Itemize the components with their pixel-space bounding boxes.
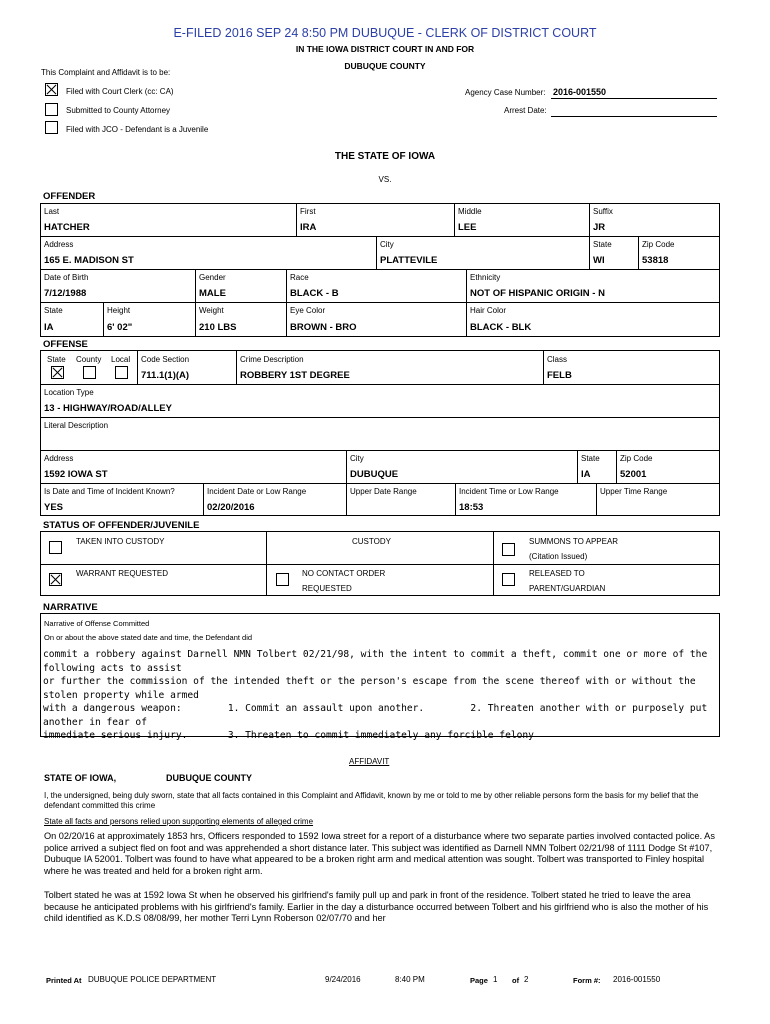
- versus: VS.: [378, 175, 392, 184]
- suffix: JR: [593, 222, 606, 233]
- warrant-requested-label: WARRANT REQUESTED: [76, 569, 169, 578]
- page-number: 1: [493, 975, 498, 984]
- no-contact-requested-label: REQUESTED: [302, 584, 352, 593]
- location-type: 13 - HIGHWAY/ROAD/ALLEY: [44, 403, 172, 414]
- affidavit-oath: I, the undersigned, being duly sworn, state that all facts contained in this Complaint and Affidavit, known by me or told to me by other reliable persons form the basis for my belief that the defendant committed this crime: [44, 791, 699, 810]
- taken-into-custody-checkbox[interactable]: [49, 541, 62, 554]
- address-label: Address: [44, 240, 74, 249]
- agency-case-value: 2016-001550: [553, 87, 607, 97]
- offender-city: PLATTEVILE: [380, 255, 438, 266]
- page-total: 2: [524, 975, 529, 984]
- parent-guardian-label: PARENT/GUARDIAN: [529, 584, 606, 593]
- dl-state-label: State: [44, 306, 63, 315]
- no-contact-order-checkbox[interactable]: [276, 573, 289, 586]
- last-name: HATCHER: [44, 222, 90, 233]
- narrative-section-label: NARRATIVE: [43, 602, 98, 613]
- middle-label: Middle: [458, 207, 482, 216]
- offense-county-label: County: [76, 355, 102, 364]
- incident-city-label: City: [350, 454, 364, 463]
- offender-state: WI: [593, 255, 605, 266]
- affidavit-paragraph-1: On 02/20/16 at approximately 1853 hrs, Officers responded to 1592 Iowa street for a report of a disturbance where two separate parties involved contacted police. As police arrived a subject fled on foot and was apprehended a short distance later. This subject was identified as Darnell NMN Tolbert 02/21/98 of 1111 Dodge St #107, Dubuque IA 52001. Tolbert was found to have what appeared to be a broken right arm and medical attention was sought. Tolbert was transported to Finley hospital where he was treated and held for a broken right arm.: [44, 831, 715, 876]
- page-label: Page: [470, 976, 488, 985]
- filed-with-jco-label: Filed with JCO - Defendant is a Juvenile: [66, 125, 209, 134]
- efiled-stamp: E-FILED 2016 SEP 24 8:50 PM DUBUQUE - CLERK OF DISTRICT COURT: [173, 26, 597, 40]
- date-known-label: Is Date and Time of Incident Known?: [44, 487, 175, 496]
- state-of-iowa: THE STATE OF IOWA: [334, 151, 436, 162]
- weight: 210 LBS: [199, 322, 237, 333]
- state-label: State: [593, 240, 612, 249]
- form-number: 2016-001550: [613, 975, 661, 984]
- ethnicity: NOT OF HISPANIC ORIGIN - N: [470, 288, 605, 299]
- incident-date-label: Incident Date or Low Range: [207, 487, 307, 496]
- court-line-2: DUBUQUE COUNTY: [344, 61, 426, 71]
- first-name: IRA: [300, 222, 317, 233]
- released-label: RELEASED TO: [529, 569, 585, 578]
- printed-at-label: Printed At: [46, 976, 82, 985]
- code-section-label: Code Section: [141, 355, 190, 364]
- no-contact-order-label: NO CONTACT ORDER: [302, 569, 386, 578]
- offense-state-label: State: [47, 355, 66, 364]
- summons-label: SUMMONS TO APPEAR: [529, 537, 619, 546]
- race: BLACK - B: [290, 288, 339, 299]
- incident-zip-label: Zip Code: [620, 454, 653, 463]
- first-label: First: [300, 207, 316, 216]
- race-label: Race: [290, 273, 309, 282]
- date-known: YES: [44, 502, 64, 513]
- incident-time-label: Incident Time or Low Range: [459, 487, 559, 496]
- citation-issued-label: (Citation Issued): [529, 552, 588, 561]
- facts-label: State all facts and persons relied upon supporting elements of alleged crime: [44, 817, 314, 826]
- ethnicity-label: Ethnicity: [470, 273, 501, 282]
- affidavit-state: STATE OF IOWA,: [44, 773, 117, 783]
- dob-label: Date of Birth: [44, 273, 89, 282]
- filing-intro: This Complaint and Affidavit is to be:: [41, 68, 171, 77]
- print-date: 9/24/2016: [325, 975, 361, 984]
- upper-time-label: Upper Time Range: [600, 487, 668, 496]
- incident-state: IA: [581, 469, 591, 480]
- arrest-date-field[interactable]: [551, 116, 717, 117]
- weight-label: Weight: [199, 306, 224, 315]
- narrative-text: commit a robbery against Darnell NMN Tolbert 02/21/98, with the intent to commit a theft, commit one or more of the following acts to assist or further the commission of the intended theft or the person's escape from the scene thereof with or without the stolen property while armed with a dangerous weapon: 1. Commit an assault upon another. 2. Threaten another with or purposely put another in fear of immediate serious injury. 3. Threaten to commit immediately any forcible felony: [43, 649, 708, 741]
- offender-zip: 53818: [642, 255, 669, 266]
- dl-state: IA: [44, 322, 54, 333]
- incident-city: DUBUQUE: [350, 469, 399, 480]
- agency-case-label: Agency Case Number:: [465, 88, 546, 97]
- court-line-1: IN THE IOWA DISTRICT COURT IN AND FOR: [295, 44, 475, 54]
- print-time: 8:40 PM: [395, 975, 425, 984]
- zip-label: Zip Code: [642, 240, 675, 249]
- summons-checkbox[interactable]: [502, 543, 515, 556]
- dob: 7/12/1988: [44, 288, 87, 299]
- incident-state-label: State: [581, 454, 600, 463]
- code-section: 711.1(1)(A): [141, 370, 190, 381]
- printed-at: DUBUQUE POLICE DEPARTMENT: [88, 975, 217, 984]
- offense-section-label: OFFENSE: [43, 339, 88, 350]
- filed-with-clerk-label: Filed with Court Clerk (cc: CA): [66, 87, 174, 96]
- affidavit-county: DUBUQUE COUNTY: [166, 773, 253, 783]
- filed-with-clerk-checkbox[interactable]: [45, 83, 58, 96]
- gender: MALE: [199, 288, 226, 299]
- taken-into-custody-label: TAKEN INTO CUSTODY: [76, 537, 165, 546]
- height-label: Height: [107, 306, 131, 315]
- eye-color: BROWN - BRO: [290, 322, 357, 333]
- arrest-date-label: Arrest Date:: [504, 106, 547, 115]
- height: 6' 02": [107, 322, 133, 333]
- eye-color-label: Eye Color: [290, 306, 326, 315]
- literal-description-label: Literal Description: [44, 421, 109, 430]
- custody-label: CUSTODY: [352, 537, 391, 546]
- affidavit-title: AFFIDAVIT: [349, 757, 390, 766]
- offense-county-checkbox[interactable]: [83, 366, 96, 379]
- incident-address: 1592 IOWA ST: [44, 469, 108, 480]
- narrative-intro: On or about the above stated date and time, the Defendant did: [44, 633, 253, 642]
- offender-section-label: OFFENDER: [43, 191, 96, 202]
- submitted-county-attorney-checkbox[interactable]: [45, 103, 58, 116]
- crime-description: ROBBERY 1ST DEGREE: [240, 370, 350, 381]
- offense-class: FELB: [547, 370, 572, 381]
- last-label: Last: [44, 207, 60, 216]
- suffix-label: Suffix: [593, 207, 613, 216]
- location-type-label: Location Type: [44, 388, 94, 397]
- offense-local-checkbox[interactable]: [115, 366, 128, 379]
- filed-with-jco-checkbox[interactable]: [45, 121, 58, 134]
- upper-date-label: Upper Date Range: [350, 487, 417, 496]
- incident-date: 02/20/2016: [207, 502, 255, 513]
- incident-time: 18:53: [459, 502, 484, 513]
- class-label: Class: [547, 355, 568, 364]
- offense-local-label: Local: [111, 355, 131, 364]
- released-checkbox[interactable]: [502, 573, 515, 586]
- offense-state-checkbox[interactable]: [51, 366, 64, 379]
- incident-zip: 52001: [620, 469, 647, 480]
- form-number-label: Form #:: [573, 976, 601, 985]
- middle-name: LEE: [458, 222, 477, 233]
- submitted-county-attorney-label: Submitted to County Attorney: [66, 106, 171, 115]
- affidavit-paragraph-2: Tolbert stated he was at 1592 Iowa St when he observed his girlfriend's family pull up and park in front of the residence. Tolbert stated he tried to leave the area because he anticipated problems with his girlfriend's family. Earlier in the day a disturbance occurred between Tolbert and his girlfriend who is also the mother of his child identified as K.D.S 08/08/99, her mother Terri Lynn Roberson 02/07/70 and her: [44, 890, 709, 923]
- offender-address: 165 E. MADISON ST: [44, 255, 134, 266]
- of-label: of: [512, 976, 520, 985]
- crime-description-label: Crime Description: [240, 355, 304, 364]
- city-label: City: [380, 240, 394, 249]
- narrative-offense-committed: Narrative of Offense Committed: [44, 619, 150, 628]
- gender-label: Gender: [199, 273, 226, 282]
- offender-box: [40, 203, 720, 337]
- hair-color-label: Hair Color: [470, 306, 507, 315]
- status-section-label: STATUS OF OFFENDER/JUVENILE: [43, 520, 200, 531]
- hair-color: BLACK - BLK: [470, 322, 532, 333]
- incident-address-label: Address: [44, 454, 74, 463]
- warrant-requested-checkbox[interactable]: [49, 573, 62, 586]
